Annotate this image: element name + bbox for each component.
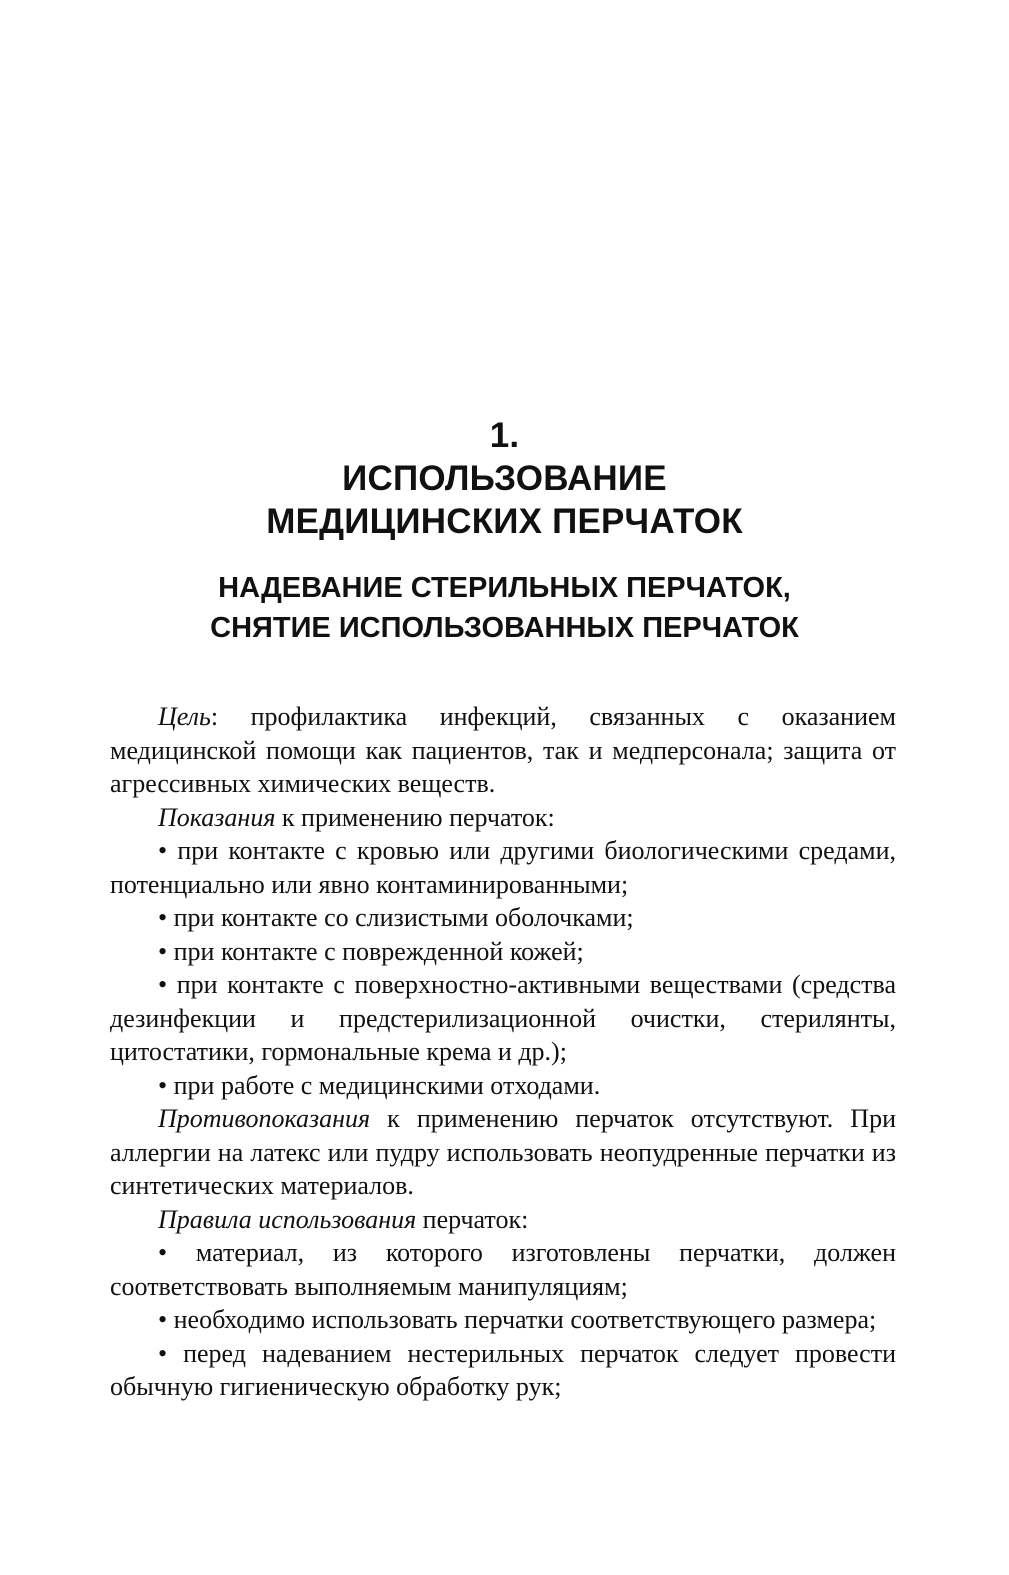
contraindications-text: к применению перчаток отсутствуют. При аллергии на латекс или пудру использовать неопудренные перчатки из синтетических материалов. <box>110 1104 896 1200</box>
section-title-line-2: СНЯТИЕ ИСПОЛЬЗОВАННЫХ ПЕРЧАТОК <box>210 612 799 644</box>
list-item: • при контакте с поверхностно-активными веществами (средства дезинфекции и предстерилизационной очистки, стерилянты, цитостатики, гормональные крема и др.); <box>110 968 896 1069</box>
rules-text: перчаток: <box>416 1204 529 1234</box>
section-heading <box>0 568 1009 648</box>
contraindications-paragraph <box>110 1102 896 1203</box>
list-item: • необходимо использовать перчатки соответствующего размера; <box>110 1303 896 1337</box>
contraindications-label: Противопоказания <box>158 1104 371 1133</box>
chapter-number: 1. <box>489 416 520 455</box>
chapter-heading <box>0 414 1009 543</box>
goal-paragraph <box>110 700 896 801</box>
list-item: • перед надеванием нестерильных перчаток следует провести обычную гигиеническую обработку рук; <box>110 1337 896 1404</box>
chapter-title-line-2: МЕДИЦИНСКИХ ПЕРЧАТОК <box>266 502 743 541</box>
indications-label: Показания <box>158 802 276 832</box>
goal-label: Цель <box>158 702 211 731</box>
list-item: • при контакте со слизистыми оболочками; <box>110 901 896 935</box>
chapter-title-line-1: ИСПОЛЬЗОВАНИЕ <box>342 459 667 498</box>
list-item: • при контакте с поврежденной кожей; <box>110 935 896 969</box>
list-item: • при работе с медицинскими отходами. <box>110 1069 896 1103</box>
section-title-line-1: НАДЕВАНИЕ СТЕРИЛЬНЫХ ПЕРЧАТОК, <box>218 572 791 604</box>
list-item: • при контакте с кровью или другими биологическими средами, потенциально или явно контаминированными; <box>110 834 896 901</box>
indications-text: к применению перчаток: <box>275 802 555 832</box>
indications-paragraph <box>110 801 896 835</box>
goal-text: : профилактика инфекций, связанных с оказанием медицинской помощи как пациентов, так и медперсонала; защита от агрессивных химических веществ. <box>110 702 896 798</box>
rules-label: Правила использования <box>158 1204 417 1234</box>
rules-paragraph <box>110 1203 896 1237</box>
list-item: • материал, из которого изготовлены перчатки, должен соответствовать выполняемым манипуляциям; <box>110 1236 896 1303</box>
body-text <box>110 700 896 1404</box>
